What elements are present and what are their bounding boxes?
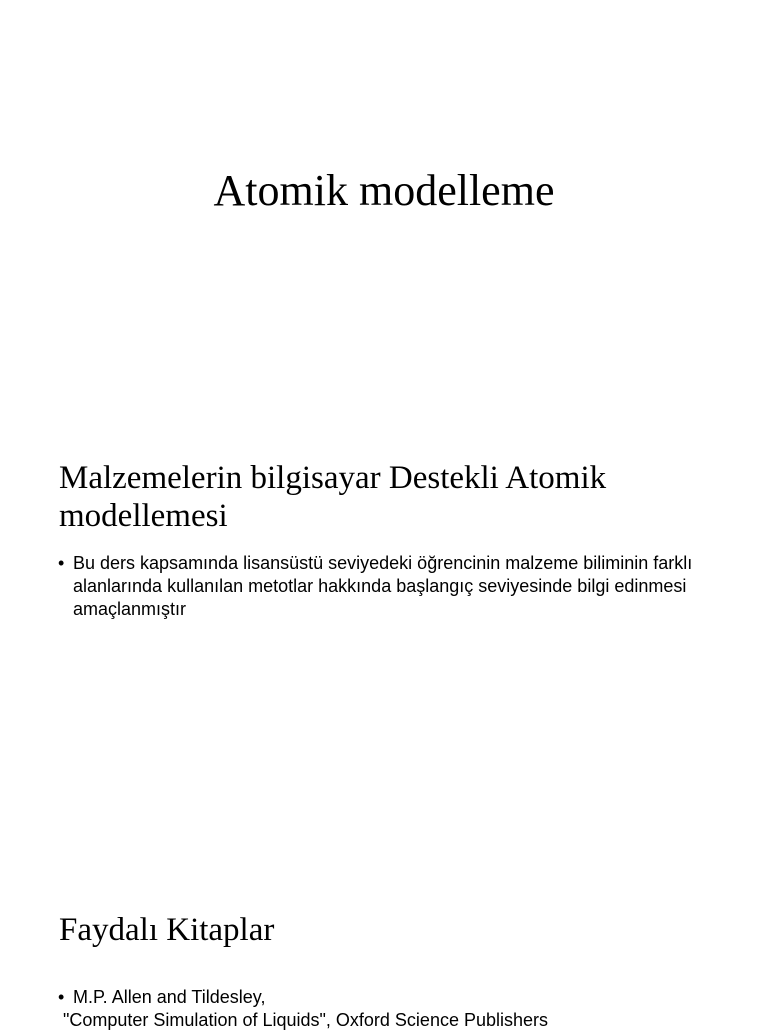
book-title: "Computer Simulation of Liquids", Oxford Science Publishers: [63, 1010, 549, 1030]
course-description-list: [58, 552, 698, 621]
book-authors: M.P. Allen and Tildesley,: [73, 987, 266, 1007]
section-heading-course: Malzemelerin bilgisayar Destekli Atomik modellemesi: [59, 460, 607, 534]
book-list: [58, 986, 698, 1032]
list-item: • Bu ders kapsamında lisansüstü seviyedeki öğrencinin malzeme biliminin farklı alanlarında kullanılan metotlar hakkında başlangıç seviyesinde bilgi edinmesi amaçlanmıştır: [58, 552, 698, 621]
slide-title: Atomik modelleme: [213, 166, 555, 215]
section-heading-books: Faydalı Kitaplar: [59, 912, 275, 948]
list-item: [58, 986, 698, 1009]
